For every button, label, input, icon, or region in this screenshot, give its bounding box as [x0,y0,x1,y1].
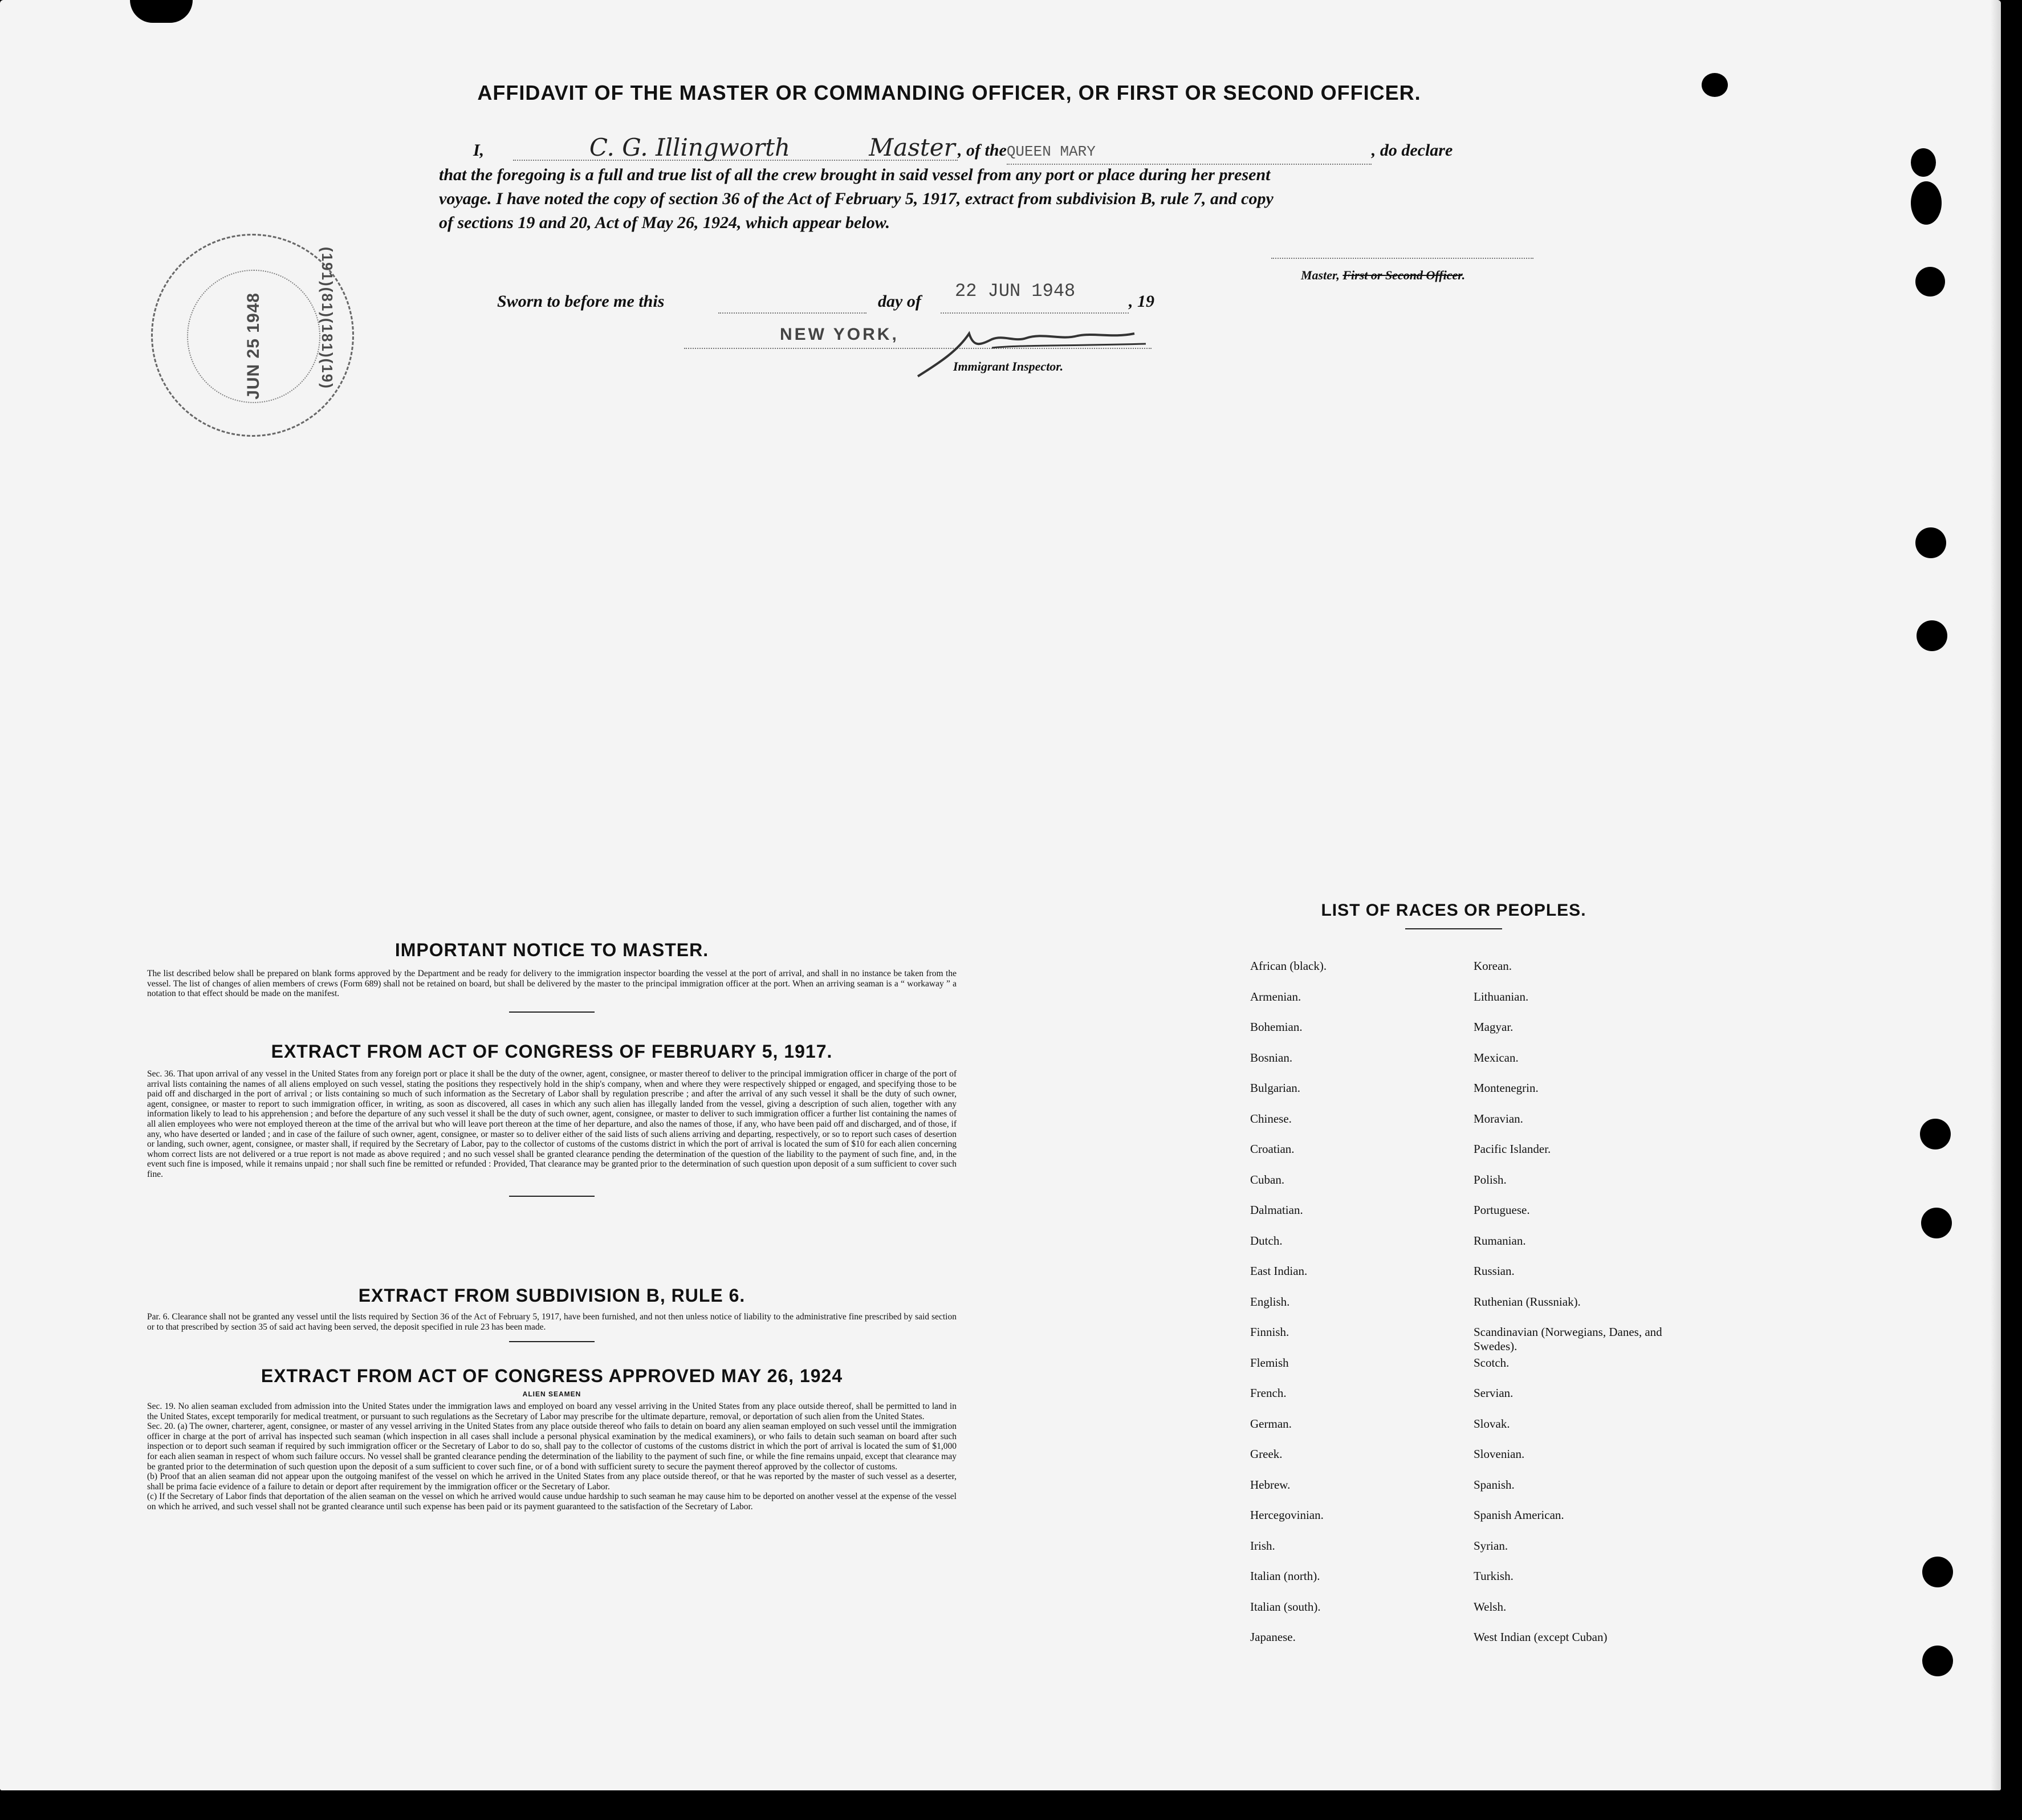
race-entry: East Indian. [1250,1264,1308,1278]
race-entry: Spanish. [1474,1477,1515,1492]
race-entry: Lithuanian. [1474,989,1529,1004]
race-entry: Syrian. [1474,1538,1508,1553]
declaration-line-1 [439,133,1556,165]
place-stamp: NEW YORK, [780,325,899,344]
races-row [1250,1264,1679,1295]
section-divider [509,1011,595,1013]
race-entry: Russian. [1474,1264,1515,1278]
do-declare-label: , do declare [1371,141,1453,160]
races-row [1250,1600,1679,1631]
extract-rule6-section [147,1285,957,1342]
punch-hole [1922,1646,1953,1676]
race-entry: Bosnian. [1250,1050,1293,1065]
race-entry: Spanish American. [1474,1508,1564,1522]
signature-caption-prefix: Master, [1301,268,1343,282]
race-entry: Scandinavian (Norwegians, Danes, and Swedes). [1474,1325,1662,1353]
month-line [941,312,1129,314]
race-entry: Greek. [1250,1447,1283,1461]
important-notice-title: IMPORTANT NOTICE TO MASTER. [394,940,709,960]
section-divider [509,1196,595,1197]
race-entry: French. [1250,1386,1287,1400]
signature-caption-suffix: . [1462,268,1466,282]
race-entry: West Indian (except Cuban) [1474,1630,1608,1644]
extract-1917-title: EXTRACT FROM ACT OF CONGRESS OF FEBRUARY 5, 1917. [271,1041,833,1062]
important-notice-section [147,940,957,1013]
important-notice-body: The list described below shall be prepared on blank forms approved by the Department and be ready for delivery to the immigration inspector boarding the vessel at the port of arrival, and shall in no instance be taken from the vessel. The list of changes of alien members of crews (Form 689) shall not be retained on board, but shall be delivered by the master to the principal immigration officer at the port. When an arriving seaman is a “ workaway ” a notation to that effect should be made on the manifest. [147,969,957,999]
i-label: I, [473,141,485,160]
extract-1924-section [147,1366,957,1512]
race-entry: German. [1250,1416,1292,1431]
punch-hole [1911,148,1936,177]
race-entry: Scotch. [1474,1355,1510,1370]
races-row [1250,990,1679,1021]
race-entry: Finnish. [1250,1325,1289,1339]
signature-line [1271,258,1533,259]
signature-caption-struck: First or Second Officer [1342,268,1462,282]
day-of-label: day of [878,292,921,311]
races-row [1250,1112,1679,1143]
day-line [718,312,866,314]
extract-1924-subtitle: ALIEN SEAMEN [522,1390,581,1398]
declaration-line-4: of sections 19 and 20, Act of May 26, 1924, which appear below. [439,213,890,232]
race-entry: Slovak. [1474,1416,1510,1431]
race-entry: Magyar. [1474,1020,1514,1034]
punch-hole [1922,1557,1953,1587]
extract-1917-body: Sec. 36. That upon arrival of any vessel in the United States from any foreign port or place it shall be the duty of the owner, agent, consignee, or master thereof to deliver to the principal immigration officer in charge of the port of arrival lists containing the names of all aliens employed on such vessel, stating the positions they respectively hold in the ship's company, when and where they were respectively shipped or engaged, and specifying those to be paid off and discharged in the port of arrival ; or lists containing so much of such information as the Secretary of Labor shall by regulation prescribe ; and after the arrival of any such vessel it shall be the duty of such owner, agent, consignee, or master to report to such immigration officer, in writing, as soon as discovered, all cases in which any such alien has illegally landed from the vessel, giving a description of such alien, together with any information likely to lead to his apprehension ; and before the departure of any such vessel it shall be the duty of such owner, agent, consignee, or master to deliver to such immigration officer a further list containing the names of all alien employees who were not employed thereon at the time of the arrival but who will leave port thereon at the time of her departure, and also the names of those, if any, who have been paid off and discharged, and of those, if any, who have deserted or landed ; and in case of the failure of such owner, agent, consignee, or master so to deliver either of the said lists of such aliens arriving and departing, respectively, or so to report such cases of desertion or landing, such owner, agent, consignee, or master shall, if required by the Secretary of Labor, pay to the collector of customs of the customs district in which the port of arrival is located the sum of $10 for each alien concerning whom correct lists are not delivered or a true report is not made as above required ; and no such vessel shall be granted clearance pending the determination of the question of the liability to the payment of such fine, and, in the event such fine is imposed, while it remains unpaid ; nor shall such fine be remitted or refunded : Provided, That clearance may be granted prior to the determination of such question upon deposit of a sum sufficient to cover such fine. [147,1069,957,1179]
race-entry: Polish. [1474,1172,1507,1187]
races-row [1250,1539,1679,1570]
date-stamp: 22 JUN 1948 [955,281,1076,302]
races-title-rule [1405,928,1502,929]
punch-hole [1915,267,1945,296]
race-entry: Irish. [1250,1538,1275,1553]
races-row [1250,1447,1679,1478]
race-entry: Slovenian. [1474,1447,1525,1461]
vessel-name: QUEEN MARY [1007,140,1372,165]
races-row [1250,1234,1679,1265]
races-row [1250,1630,1679,1661]
races-section [1237,901,1670,929]
race-entry: Turkish. [1474,1569,1514,1583]
affidavit-title: AFFIDAVIT OF THE MASTER OR COMMANDING OFFICER, OR FIRST OR SECOND OFFICER. [477,81,1421,104]
race-entry: Portuguese. [1474,1203,1530,1217]
of-the-label: , of the [958,141,1007,160]
stamp-ring-text: (191)(81)(181)(19) [319,247,336,389]
section-divider [509,1341,595,1342]
races-row [1250,959,1679,990]
declaration-line-2: that the foregoing is a full and true list of all the crew brought in said vessel from any port or place during her present [439,165,1271,184]
extract-rule6-title: EXTRACT FROM SUBDIVISION B, RULE 6. [358,1285,746,1306]
races-title: LIST OF RACES OR PEOPLES. [1321,901,1586,920]
stamp-date: JUN 25 1948 [244,292,263,400]
race-entry: Italian (north). [1250,1569,1320,1583]
race-entry: Ruthenian (Russniak). [1474,1294,1581,1309]
race-entry: Chinese. [1250,1111,1292,1126]
race-entry: Cuban. [1250,1172,1285,1187]
race-entry: Hebrew. [1250,1477,1291,1492]
punch-hole [1917,620,1947,651]
race-entry: Pacific Islander. [1474,1142,1551,1156]
races-row [1250,1417,1679,1448]
race-entry: Rumanian. [1474,1233,1526,1248]
race-entry: Flemish [1250,1355,1289,1370]
extract-1917-section [147,1041,957,1197]
race-entry: Bulgarian. [1250,1081,1301,1095]
punch-hole [1911,181,1942,225]
year-label: , 19 [1129,292,1154,311]
master-name: C. G. Illingworth [513,136,866,161]
punch-hole [1915,527,1946,558]
paper-edge [1991,0,2001,1790]
scan-notch [130,0,193,23]
extract-rule6-body: Par. 6. Clearance shall not be granted any vessel until the lists required by Section 36 of the Act of February 5, 1917, have been furnished, and not then unless notice of liability to the administrative fine prescribed by said section or to that prescribed by section 35 of said act having been served, the deposit specified in rule 23 has been made. [147,1312,957,1332]
race-entry: Dutch. [1250,1233,1283,1248]
sworn-label: Sworn to before me this [497,292,665,311]
race-entry: Japanese. [1250,1630,1296,1644]
races-row [1250,1051,1679,1082]
race-entry: Dalmatian. [1250,1203,1303,1217]
race-entry: Bohemian. [1250,1020,1303,1034]
extract-1924-sec20c: (c) If the Secretary of Labor finds that deportation of the alien seaman on the vessel on which he arrived would cause undue hardship to such seaman he may cause him to be deported on another vessel at the expense of the vessel on which he arrived, and such vessel shall not be granted clearance until such expense has been paid or its payment guaranteed to the satisfaction of the Secretary of Labor. [147,1492,957,1512]
extract-1924-sec20a: Sec. 20. (a) The owner, charterer, agent, consignee, or master of any vessel arriving in the United States from any place outside thereof who fails to detain on board any alien seaman employed on such vessel until the immigration officer in charge at the port of arrival has inspected such seaman (which inspection in all cases shall include a personal physical examination by the medical examiners), or who fails to detain such seaman on board after such inspection or to deport such seaman if required by such immigration officer or the Secretary of Labor to do so, shall pay to the collector of customs of the customs district in which the port of arrival is located the sum of $1,000 for each alien seaman in respect of whom such failure occurs. No vessel shall be granted clearance pending the determination of the liability to the payment of such fine, or while the fine remains unpaid, except that clearance may be granted prior to the determination of such question upon the deposit of a sum sufficient to cover such fine, or of a bond with sufficient surety to secure the payment thereof approved by the collector of customs. [147,1421,957,1472]
extract-1924-sec20b: (b) Proof that an alien seaman did not appear upon the outgoing manifest of the vessel on which he arrived in the United States from any place outside thereof, or that he was reported by the master of such vessel as a deserter, shall be prima facie evidence of a failure to detain or deport after requirement by the immigration officer or the Secretary of Labor. [147,1472,957,1492]
race-entry: Welsh. [1474,1599,1507,1614]
inspector-caption: Immigrant Inspector. [953,359,1064,373]
extract-1924-sec19: Sec. 19. No alien seaman excluded from admission into the United States under the immigration laws and employed on board any vessel arriving in the United States from any place outside thereof, shall be permitted to land in the United States, except temporarily for medical treatment, or pursuant to such regulations as the Secretary of Labor may prescribe for the ultimate departure, removal, or deportation of such alien from the United States. [147,1401,957,1421]
race-entry: Croatian. [1250,1142,1295,1156]
punch-hole [1920,1119,1951,1149]
punch-hole [1921,1208,1952,1238]
races-table [1250,959,1679,1661]
races-row [1250,1081,1679,1112]
races-row [1250,1478,1679,1509]
race-entry: Hercegovinian. [1250,1508,1324,1522]
races-row [1250,1203,1679,1234]
race-entry: Italian (south). [1250,1599,1321,1614]
race-entry: African (black). [1250,959,1327,973]
extract-1924-title: EXTRACT FROM ACT OF CONGRESS APPROVED MAY 26, 1924 [261,1366,843,1386]
race-entry: English. [1250,1294,1290,1309]
races-row [1250,1020,1679,1051]
race-entry: Korean. [1474,959,1512,973]
races-row [1250,1356,1679,1387]
inspection-stamp [151,234,354,437]
races-row [1250,1386,1679,1417]
race-entry: Moravian. [1474,1111,1523,1126]
race-entry: Armenian. [1250,989,1301,1004]
races-row [1250,1142,1679,1173]
declaration-line-3: voyage. I have noted the copy of section 36 of the Act of February 5, 1917, extract from subdivision B, rule 7, and copy [439,189,1274,208]
races-row [1250,1508,1679,1539]
race-entry: Mexican. [1474,1050,1519,1065]
races-row [1250,1295,1679,1326]
races-row [1250,1325,1679,1356]
races-row [1250,1173,1679,1204]
signature-caption [1301,268,1465,283]
punch-hole [1702,73,1728,97]
race-entry: Montenegrin. [1474,1081,1539,1095]
race-entry: Servian. [1474,1386,1514,1400]
races-row [1250,1569,1679,1600]
rank: Master [866,136,958,161]
